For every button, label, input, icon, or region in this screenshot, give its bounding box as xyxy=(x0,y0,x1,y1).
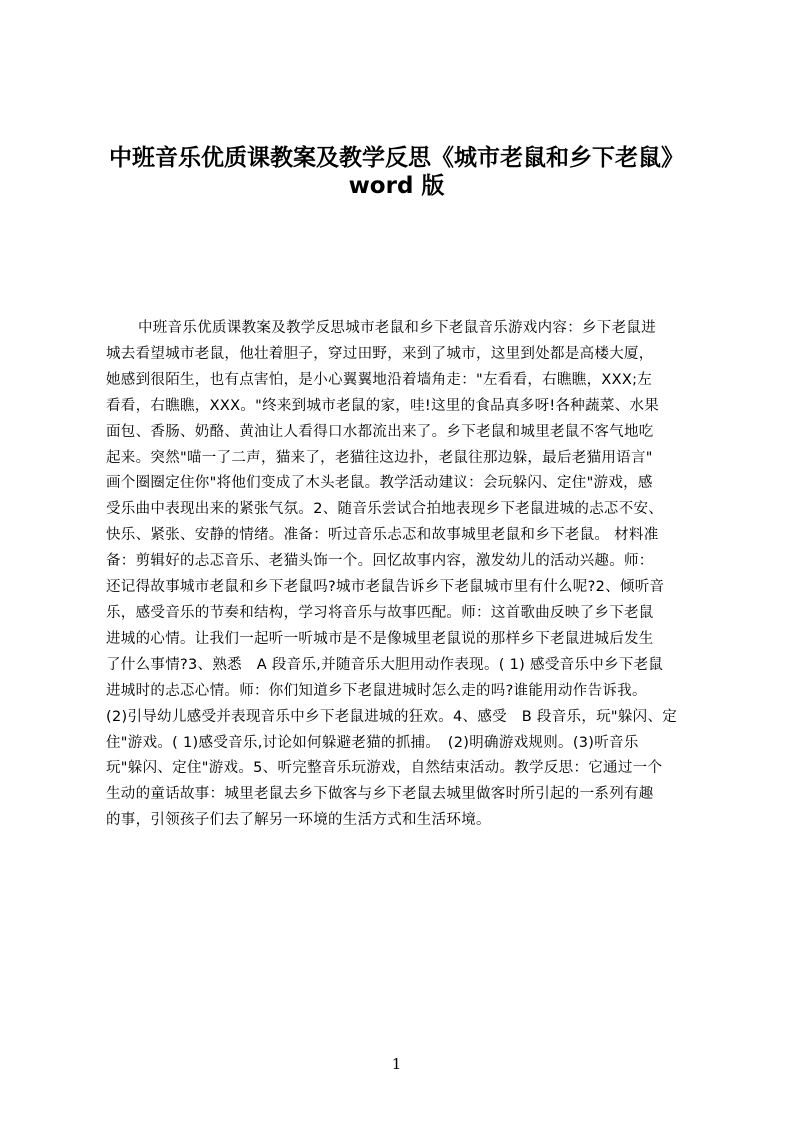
body-line: 备：剪辑好的忐忑音乐、老猫头饰一个。回忆故事内容，激发幼儿的活动兴趣。师： xyxy=(106,553,654,570)
body-line: 的事，引领孩子们去了解另一环境的生活方式和生活环境。 xyxy=(106,812,491,829)
body-line: 受乐曲中表现出来的紧张气氛。2、随音乐尝试合拍地表现乡下老鼠进城的忐忑不安、 xyxy=(106,501,664,518)
body-paragraph xyxy=(106,316,697,834)
body-line: 起来。突然"喵一了二声，猫来了，老猫往这边扑，老鼠往那边躲，最后老猫用语言" xyxy=(106,449,653,466)
body-line: 了什么事情?3、熟悉 A 段音乐,并随音乐大胆用动作表现。( 1) 感受音乐中乡下老鼠 xyxy=(106,656,664,673)
body-line: 她感到很陌生，也有点害怕，是小心翼翼地沿着墙角走："左看看，右瞧瞧，XXX;左 xyxy=(106,371,653,388)
body-line: 乐，感受音乐的节奏和结构，学习将音乐与故事匹配。师：这首歌曲反映了乡下老鼠 xyxy=(106,604,654,621)
body-line: 看看，右瞧瞧，XXX。"终来到城市老鼠的家，哇!这里的食品真多呀!各种蔬菜、水果 xyxy=(106,397,660,414)
title-line-2: word 版 xyxy=(348,173,445,199)
body-line: 进城时的忐忑心情。师：你们知道乡下老鼠进城时怎么走的吗?谁能用动作告诉我。 xyxy=(106,682,647,699)
document-title xyxy=(0,144,793,200)
body-line: 玩"躲闪、定住"游戏。5、听完整音乐玩游戏，自然结束活动。教学反思：它通过一个 xyxy=(106,760,663,777)
body-line: 生动的童话故事：城里老鼠去乡下做客与乡下老鼠去城里做客时所引起的一系列有趣 xyxy=(106,786,654,803)
body-line: 画个圈圈定住你"将他们变成了木头老鼠。教学活动建议：会玩躲闪、定住"游戏，感 xyxy=(106,475,653,492)
body-line: 城去看望城市老鼠，他壮着胆子，穿过田野，来到了城市，这里到处都是高楼大厦， xyxy=(106,345,654,362)
body-line: 进城的心情。让我们一起听一听城市是不是像城里老鼠说的那样乡下老鼠进城后发生 xyxy=(106,630,654,647)
body-line: 还记得故事城市老鼠和乡下老鼠吗?城市老鼠告诉乡下老鼠城市里有什么呢?2、倾听音 xyxy=(106,579,665,596)
body-line: 快乐、紧张、安静的情绪。准备：听过音乐忐忑和故事城里老鼠和乡下老鼠。 材料准 xyxy=(106,527,659,544)
page-number: 1 xyxy=(391,1055,402,1073)
body-line: 面包、香肠、奶酪、黄油让人看得口水都流出来了。乡下老鼠和城里老鼠不客气地吃 xyxy=(106,423,654,440)
body-line: 中班音乐优质课教案及教学反思城市老鼠和乡下老鼠音乐游戏内容：乡下老鼠进 xyxy=(138,320,656,336)
body-line: (2)引导幼儿感受并表现音乐中乡下老鼠进城的狂欢。4、感受 B 段音乐，玩"躲闪、定 xyxy=(106,708,678,725)
title-line-1: 中班音乐优质课教案及教学反思《城市老鼠和乡下老鼠》 xyxy=(109,145,684,171)
body-line: 住"游戏。( 1)感受音乐,讨论如何躲避老猫的抓捕。 (2)明确游戏规则。(3)听音乐 xyxy=(106,734,639,751)
